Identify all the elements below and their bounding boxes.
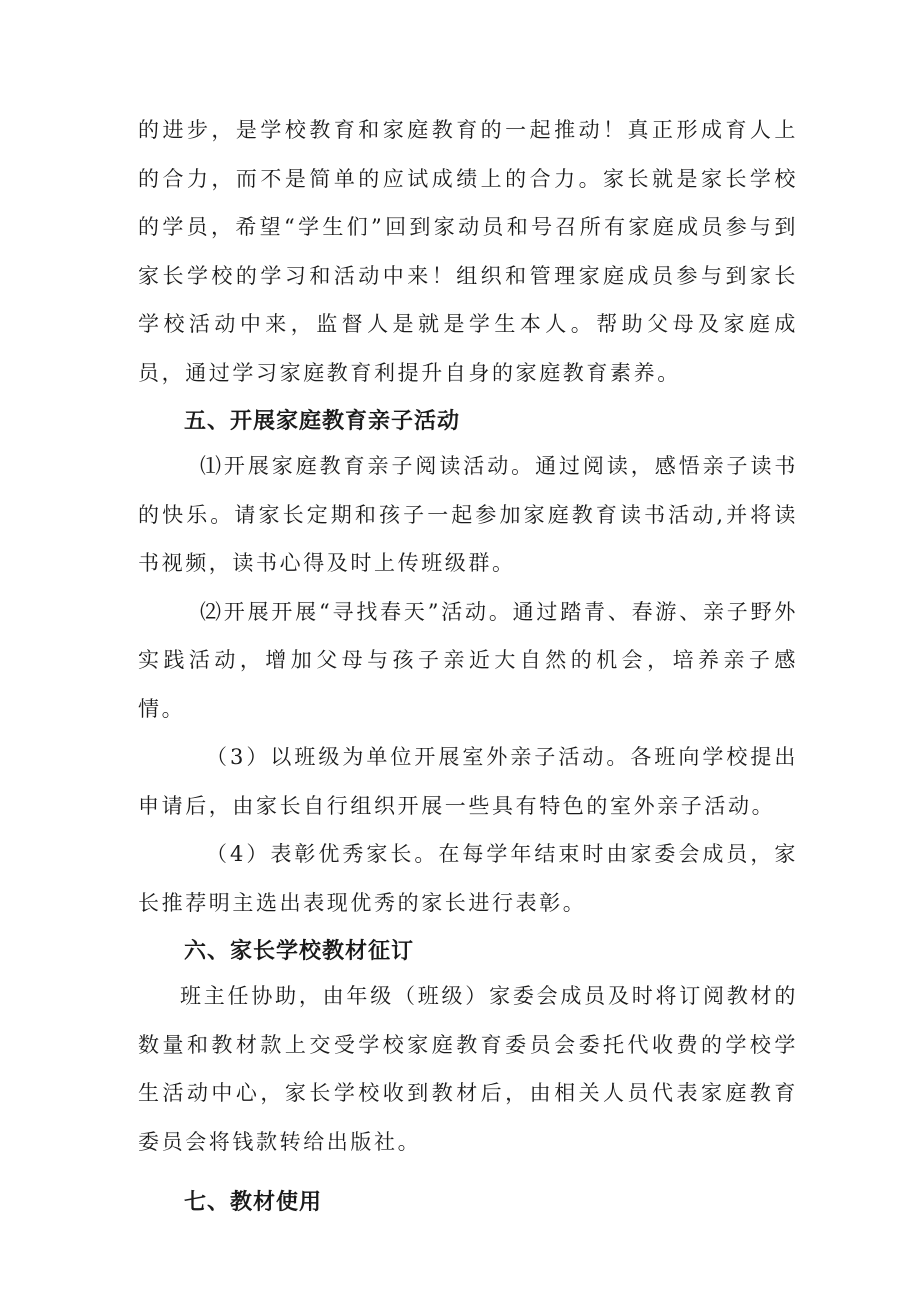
section-heading-seven: 七、教材使用 — [184, 1190, 323, 1215]
section-heading-six: 六、家长学校教材征订 — [184, 939, 415, 964]
body-paragraph-continued: 的进步，是学校教育和家庭教育的一起推动！真正形成育人上的合力，而不是简单的应试成绩上的合力。家长就是家长学校的学员，希望“学生们”回到家动员和号召所有家庭成员参与到家长学校的学习和活动中来！组织和管理家庭成员参与到家长学校活动中来，监督人是就是学生本人。帮助父母及家庭成员，通过学习家庭教育利提升自身的家庭教育素养。 — [138, 118, 798, 385]
list-paragraph-1: ⑴开展家庭教育亲子阅读活动。通过阅读，感悟亲子读书的快乐。请家长定期和孩子一起参加家庭教育读书活动,并将读书视频，读书心得及时上传班级群。 — [138, 454, 798, 575]
list-paragraph-3: （3）以班级为单位开展室外亲子活动。各班向学校提出申请后，由家长自行组织开展一些具有特色的室外亲子活动。 — [138, 745, 798, 818]
section-heading-five: 五、开展家庭教育亲子活动 — [184, 409, 461, 434]
document-page — [138, 106, 798, 1218]
body-paragraph-textbook-order: 班主任协助，由年级（班级）家委会成员及时将订阅教材的数量和教材款上交受学校家庭教育委员会委托代收费的学校学生活动中心，家长学校收到教材后，由相关人员代表家庭教育委员会将钱款转给出版社。 — [138, 984, 798, 1154]
list-paragraph-4: （4）表彰优秀家长。在每学年结束时由家委会成员，家长推荐明主选出表现优秀的家长进行表彰。 — [138, 842, 798, 915]
list-paragraph-2: ⑵开展开展“寻找春天”活动。通过踏青、春游、亲子野外实践活动，增加父母与孩子亲近大自然的机会，培养亲子感情。 — [138, 599, 798, 721]
